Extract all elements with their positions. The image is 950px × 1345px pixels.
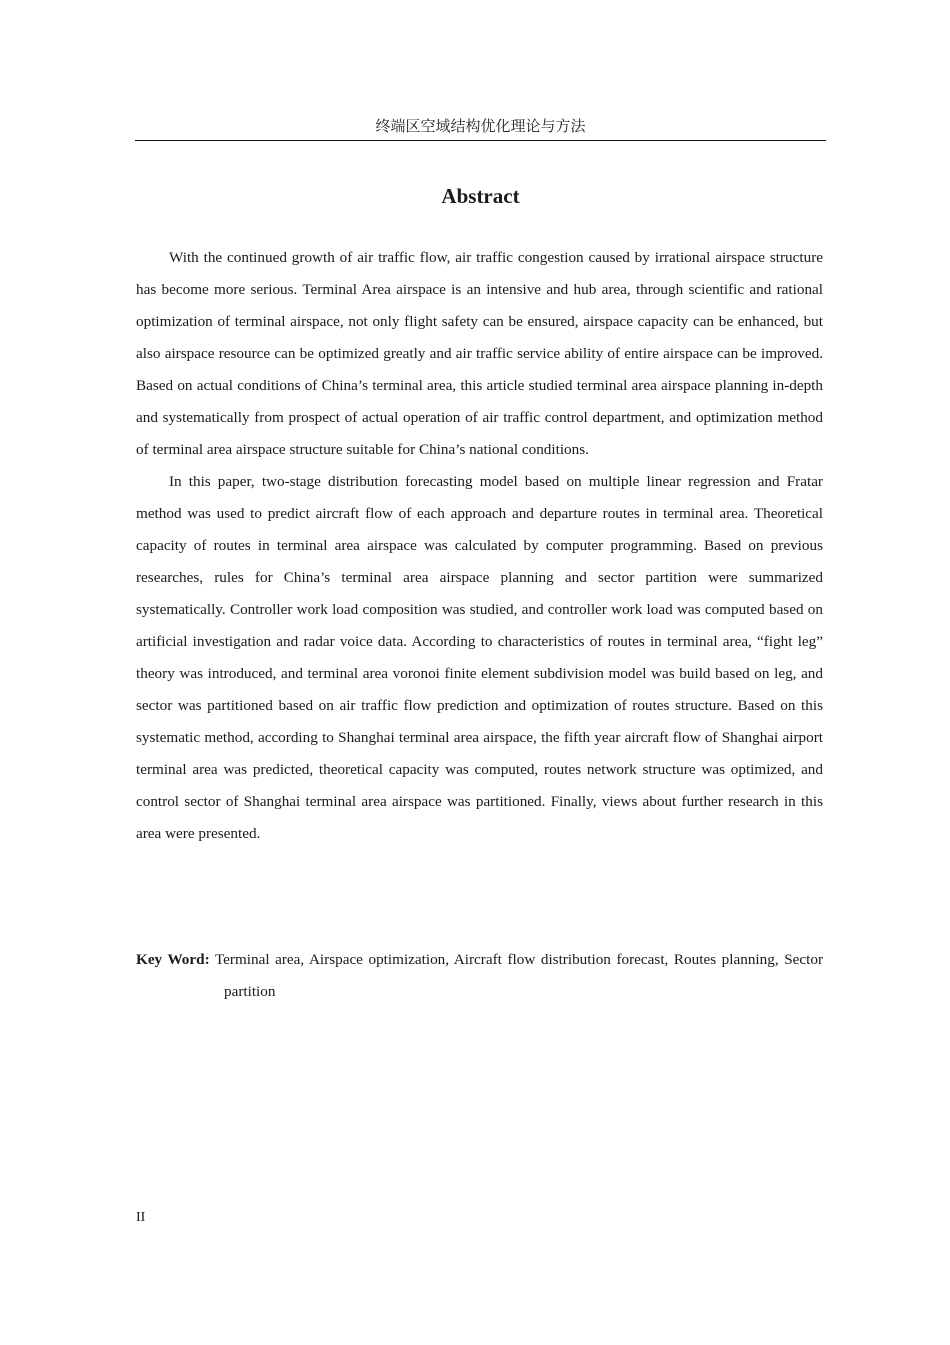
keywords-text: Terminal area, Airspace optimization, Aircraft flow distribution forecast, Routes planning, Sector partition (214, 951, 823, 1000)
abstract-paragraph-2: In this paper, two-stage distribution forecasting model based on multiple linear regression and Fratar method was used to predict aircraft flow of each approach and departure routes in terminal area. Theoretical capacity of routes in terminal area airspace was calculated by computer programming. Based on previous researches, rules for China’s terminal area airspace planning and sector partition were summarized systematically. Controller work load composition was studied, and controller work load was computed based on artificial investigation and radar voice data. According to characteristics of routes in terminal area, “fight leg” theory was introduced, and terminal area voronoi finite element subdivision model was build based on leg, and sector was partitioned based on air traffic flow prediction and optimization of routes structure. Based on this systematic method, according to Shanghai terminal area airspace, the fifth year aircraft flow of Shanghai airport terminal area was predicted, theoretical capacity was computed, routes network structure was optimized, and control sector of Shanghai terminal area airspace was partitioned. Finally, views about further research in this area were presented. (136, 473, 823, 842)
header-rule (135, 140, 826, 141)
page-number: II (136, 1210, 146, 1225)
keywords-label: Key Word: (136, 951, 210, 968)
abstract-heading: Abstract (441, 184, 520, 208)
running-header: 终端区空域结构优化理论与方法 (375, 119, 586, 135)
abstract-paragraph-1: With the continued growth of air traffic flow, air traffic congestion caused by irrational airspace structure has become more serious. Terminal Area airspace is an intensive and hub area, through scientific and rational optimization of terminal airspace, not only flight safety can be ensured, airspace capacity can be enhanced, but also airspace resource can be optimized greatly and air traffic service ability of entire airspace can be improved. Based on actual conditions of China’s terminal area, this article studied terminal area airspace planning in-depth and systematically from prospect of actual operation of air traffic control department, and optimization method of terminal area airspace structure suitable for China’s national conditions. (136, 249, 823, 458)
abstract-body (136, 242, 823, 850)
keywords (136, 944, 823, 1008)
